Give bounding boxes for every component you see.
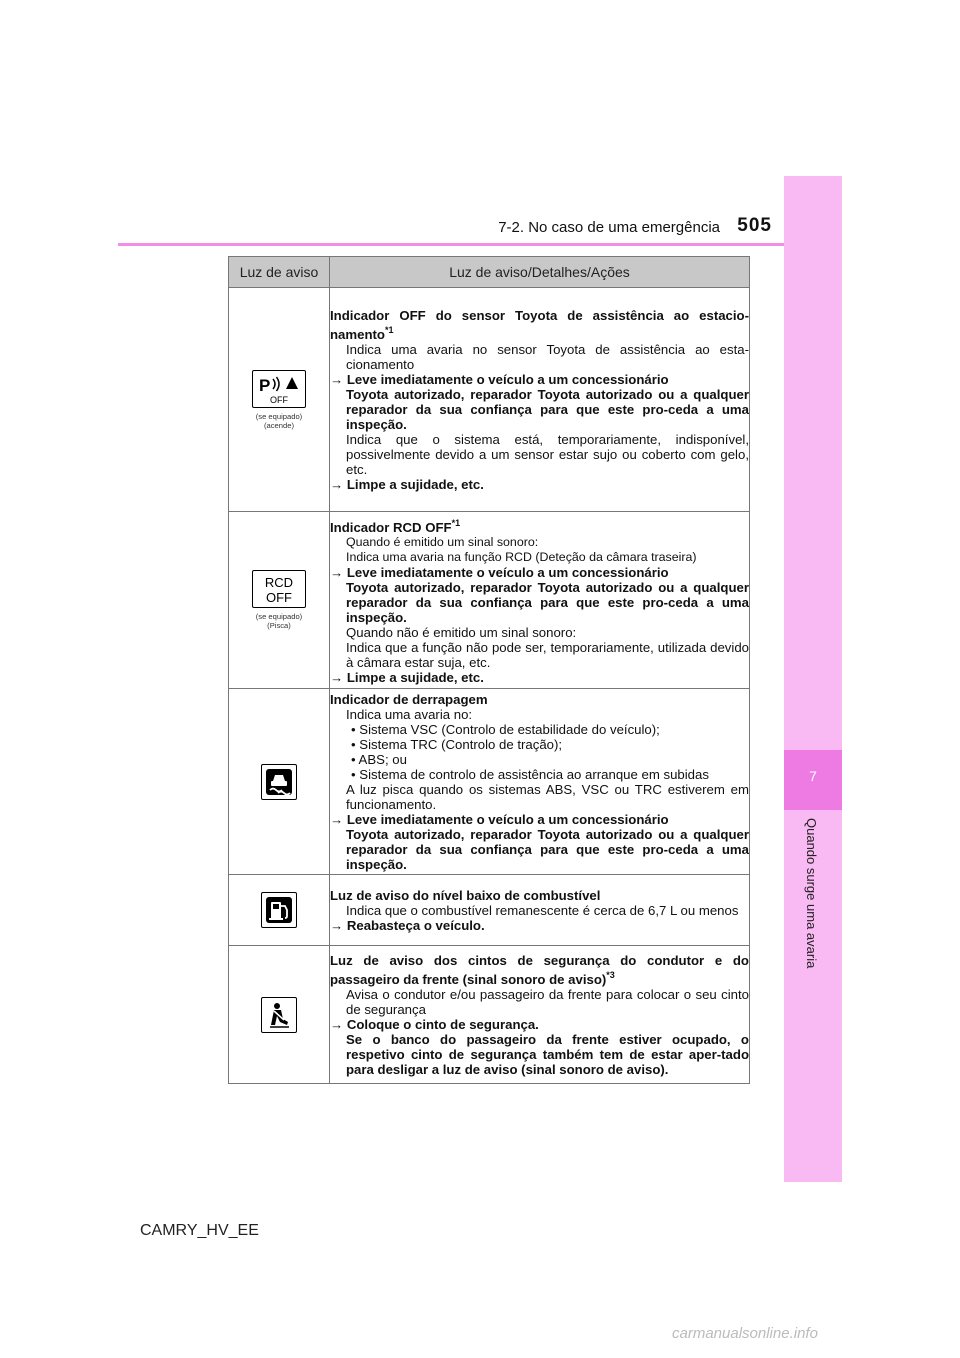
icon-label: OFF [270,394,288,405]
row-action: Se o banco do passageiro da frente estiver ocupado, o respetivo cinto de segurança também tem de estar aper-tado para desligar a luz de aviso (sinal sonoro de aviso). [346,1031,749,1077]
footnote-ref: *1 [451,517,461,528]
icon-label: RCD [264,575,294,590]
rcd-off-icon [252,570,306,608]
row-action: Toyota autorizado, reparador Toyota autorizado ou a qualquer reparador da sua confiança para que este pro-ceda a uma inspeção. [346,579,749,625]
icon-cell [229,875,330,946]
icon-caption-line: (se equipado) [255,411,303,421]
row-title [330,953,749,987]
row-action: Toyota autorizado, reparador Toyota autorizado ou a qualquer reparador da sua confiança para que este pro-ceda a uma inspeção. [346,386,749,432]
table-row [229,512,750,689]
footnote-ref: *1 [384,324,394,335]
chapter-title [771,818,851,1068]
row-text: Quando não é emitido um sinal sonoro: [346,624,577,640]
details-cell [330,689,750,875]
icon-caption-line: (Pisca) [267,621,291,630]
list-item: • ABS; ou [351,751,407,767]
watermark-url: carmanualsonline.info [672,1325,818,1342]
row-text: Indica uma avaria na função RCD (Deteção da câmara traseira) [346,549,697,564]
svg-text:P: P [259,375,271,395]
chapter-title-text: Quando surge uma avaria [804,818,819,969]
icon-caption [229,412,329,430]
row-action: → Reabasteça o veículo. [330,917,485,933]
table-row [229,689,750,875]
table-row [229,875,750,946]
row-action: → Leve imediatamente o veículo a um concessionário [330,564,669,580]
row-action: Toyota autorizado, reparador Toyota autorizado ou a qualquer reparador da sua confiança para que este pro-ceda a uma inspeção. [346,826,749,872]
section-title: 7-2. No caso de uma emergência [498,219,720,236]
row-action: → Leve imediatamente o veículo a um concessionário [330,371,669,387]
column-header-light: Luz de aviso [229,257,330,288]
icon-cell [229,946,330,1084]
document-code: CAMRY_HV_EE [140,1222,259,1239]
icon-caption [229,612,329,630]
row-text: Quando é emitido um sinal sonoro: [346,534,539,549]
row-text: Indica que a função não pode ser, temporariamente, utilizada devido à câmara estar suja, etc. [346,639,749,670]
chapter-number: 7 [809,768,817,784]
row-text: Indica uma avaria no sensor Toyota de assistência ao esta-cionamento [346,341,749,372]
icon-caption-line: (acende) [264,420,294,430]
row-title [330,516,749,535]
seatbelt-icon [261,997,297,1033]
list-item: • Sistema de controlo de assistência ao arranque em subidas [351,766,709,782]
list-item: • Sistema VSC (Controlo de estabilidade do veículo); [351,721,660,737]
row-title [330,308,749,342]
icon-label: OFF [266,590,292,605]
footnote-ref: *3 [606,969,615,980]
row-action: → Limpe a sujidade, etc. [330,476,484,492]
warning-lights-table [228,256,750,1084]
row-title: Luz de aviso do nível baixo de combustível [330,887,601,903]
header-rule [118,243,842,246]
row-text: Avisa o condutor e/ou passageiro da frente para colocar o seu cinto de segurança [346,986,749,1017]
row-text: A luz pisca quando os sistemas ABS, VSC ou TRC estiverem em funcionamento. [346,781,749,812]
row-action: → Coloque o cinto de segurança. [330,1016,539,1032]
page-number: 505 [737,215,772,236]
icon-cell [229,689,330,875]
slip-indicator-icon [261,764,297,800]
row-text: Indica que o combustível remanescente é cerca de 6,7 L ou menos [346,902,739,918]
details-cell [330,512,750,689]
details-cell [330,946,750,1084]
table-row [229,946,750,1084]
details-cell [330,288,750,512]
list-item: • Sistema TRC (Controlo de tração); [351,736,563,752]
row-title-text: Indicador RCD OFF [330,519,452,535]
fuel-pump-icon [261,892,297,928]
row-title-text: Luz de aviso dos cintos de segurança do condutor e do passageiro da frente (sinal sonoro de aviso) [330,952,749,987]
column-header-details: Luz de aviso/Detalhes/Ações [330,257,750,288]
icon-cell [229,512,330,689]
row-text: Indica uma avaria no: [346,706,473,722]
parking-sensor-off-icon [252,370,306,408]
table-header-row [229,257,750,288]
row-title-text: Indicador OFF do sensor Toyota de assistência ao estacio-namento [330,307,749,342]
row-title: Indicador de derrapagem [330,691,488,707]
row-action: → Leve imediatamente o veículo a um concessionário [330,811,669,827]
table-row [229,288,750,512]
icon-cell [229,288,330,512]
row-action: → Limpe a sujidade, etc. [330,669,484,685]
icon-caption-line: (se equipado) [255,612,303,621]
row-text: Indica que o sistema está, temporariamente, indisponível, possivelmente devido a um sensor estar sujo ou coberto com gelo, etc. [346,431,749,477]
details-cell [330,875,750,946]
